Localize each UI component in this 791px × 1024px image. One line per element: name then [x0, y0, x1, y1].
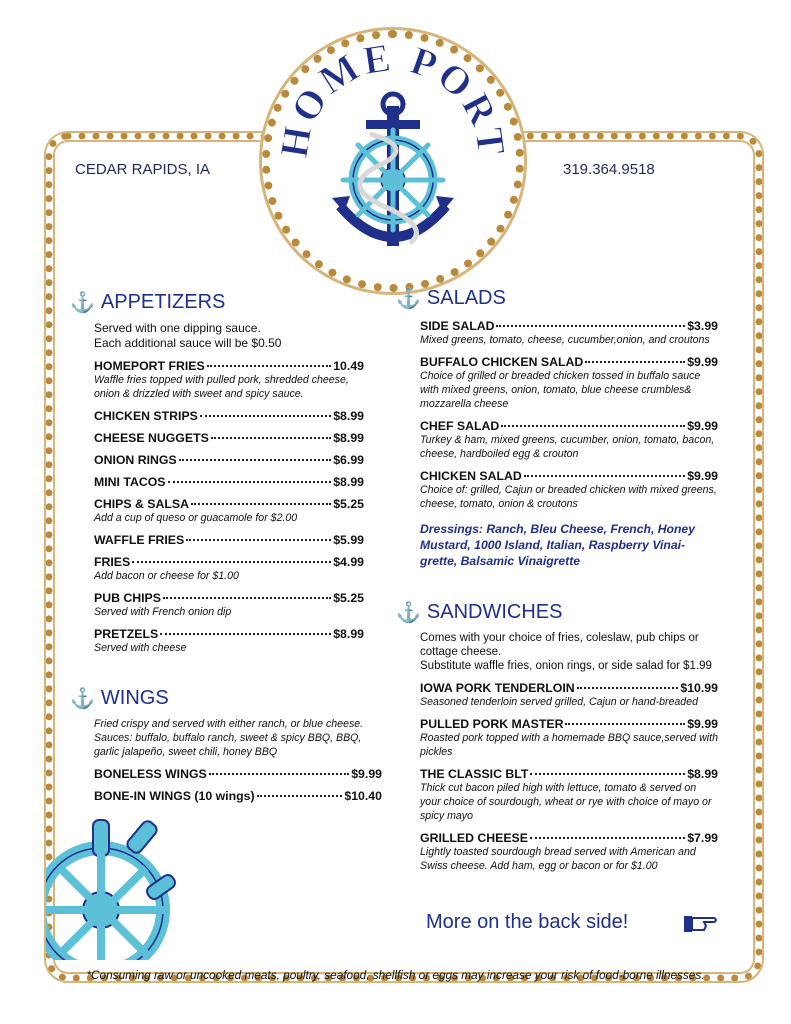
menu-item-price: $9.99 — [687, 717, 718, 731]
menu-item-line — [94, 627, 364, 641]
salads-title: SALADS — [426, 287, 506, 309]
more-on-back-text: More on the back side! — [426, 911, 629, 933]
menu-item-price: $6.99 — [333, 453, 364, 467]
menu-item-description: Add bacon or cheese for $1.00 — [94, 570, 239, 582]
menu-item — [420, 681, 718, 709]
menu-item-price: $3.99 — [687, 319, 718, 333]
menu-item-name: ONION RINGS — [94, 453, 177, 467]
appetizers-title: APPETIZERS — [100, 291, 226, 313]
menu-item-line — [420, 319, 718, 333]
menu-item-description: Mixed greens, tomato, cheese, cucumber,onion, and croutons — [420, 334, 710, 346]
dot-leader — [168, 481, 332, 483]
wings-section — [70, 686, 382, 803]
menu-item-price: 10.49 — [333, 359, 364, 373]
menu-item — [94, 767, 382, 781]
menu-item-name: PUB CHIPS — [94, 591, 161, 605]
menu-item-name: WAFFLE FRIES — [94, 533, 185, 547]
menu-item-price: $9.99 — [687, 355, 718, 369]
sandwiches-note-substitute: Substitute waffle fries, onion rings, or side salad for $1.99 — [420, 660, 712, 672]
menu-item-price: $7.99 — [687, 831, 718, 845]
menu-item-name: PULLED PORK MASTER — [420, 717, 564, 731]
menu-item-price: $5.25 — [333, 591, 364, 605]
menu-item-description: Choice of: grilled, Cajun or breaded chicken with mixed greens, cheese, tomato, onion & croutons — [420, 484, 717, 510]
menu-item-line — [94, 497, 364, 511]
menu-item-name: FRIES — [94, 555, 131, 569]
menu-item-description: Seasoned tenderloin served grilled, Cajun or hand-breaded — [420, 696, 698, 708]
wings-description: Fried crispy and served with either ranch, or blue cheese. Sauces: buffalo, buffalo ranch, sweet & spicy BBQ, BBQ, garlic jalapeño, sweet chili, honey BBQ — [94, 718, 364, 758]
menu-item-description: Add a cup of queso or guacamole for $2.00 — [94, 512, 298, 524]
dot-leader — [211, 437, 331, 439]
dot-leader — [530, 773, 685, 775]
menu-item — [420, 419, 718, 461]
menu-item-description: Waffle fries topped with pulled pork, shredded cheese, onion & drizzled with sweet and spicy sauce. — [94, 374, 349, 400]
dot-leader — [524, 475, 685, 477]
menu-item-line — [420, 681, 718, 695]
wings-heading — [70, 686, 382, 711]
dot-leader — [207, 365, 332, 367]
dot-leader — [565, 723, 685, 725]
menu-item — [94, 431, 364, 445]
dot-leader — [501, 425, 685, 427]
dressings-list: Dressings: Ranch, Bleu Cheese, French, Honey Mustard, 1000 Island, Italian, Raspberry Vinai-grette, Balsamic Vinaigrette — [420, 522, 695, 568]
menu-item-name: CHIPS & SALSA — [94, 497, 189, 511]
menu-item-line — [420, 419, 718, 433]
menu-item-name: CHEF SALAD — [420, 419, 500, 433]
dot-leader — [132, 561, 331, 563]
pointing-hand-icon — [684, 914, 720, 934]
dot-leader — [530, 837, 685, 839]
menu-item-price: $8.99 — [333, 431, 364, 445]
dot-leader — [163, 597, 331, 599]
menu-item-price: $9.99 — [687, 469, 718, 483]
menu-item-description: Thick cut bacon piled high with lettuce, tomato & served on your choice of sourdough, wheat or rye with choice of mayo or spicy mayo — [420, 782, 712, 822]
menu-item-name: CHICKEN SALAD — [420, 469, 522, 483]
menu-item-description: Turkey & ham, mixed greens, cucumber, onion, tomato, bacon, cheese, hardboiled egg & crouton — [420, 434, 715, 460]
menu-item-name: SIDE SALAD — [420, 319, 495, 333]
menu-item-line — [420, 469, 718, 483]
menu-item-name: CHEESE NUGGETS — [94, 431, 209, 445]
menu-item-line — [94, 475, 364, 489]
menu-item-name: MINI TACOS — [94, 475, 166, 489]
appetizers-note-extra: Each additional sauce will be $0.50 — [94, 336, 282, 350]
dot-leader — [496, 325, 685, 327]
menu-item-name: BONELESS WINGS — [94, 767, 207, 781]
menu-item-line — [94, 767, 382, 781]
dot-leader — [257, 795, 343, 797]
menu-item — [420, 469, 718, 511]
home-port-logo — [262, 30, 524, 292]
brand-name: HOME PORT — [270, 38, 515, 161]
menu-item-name: GRILLED CHEESE — [420, 831, 528, 845]
anchor-icon: ⚓ — [70, 688, 95, 710]
salads-section — [396, 286, 718, 569]
appetizers-note: Served with one dipping sauce. — [94, 321, 261, 335]
menu-item-line — [94, 453, 364, 467]
menu-item-price: $9.99 — [351, 767, 382, 781]
menu-item — [94, 475, 364, 489]
menu-item — [420, 767, 718, 823]
sandwiches-section — [396, 600, 718, 873]
menu-item-price: $8.99 — [333, 409, 364, 423]
menu-item-name: BONE-IN WINGS (10 wings) — [94, 789, 255, 803]
dot-leader — [577, 687, 679, 689]
menu-item — [420, 355, 718, 411]
dot-leader — [200, 415, 331, 417]
menu-item-price: $9.99 — [687, 419, 718, 433]
menu-item-description: Roasted pork topped with a homemade BBQ sauce,served with pickles — [420, 732, 718, 758]
menu-item-line — [94, 555, 364, 569]
menu-item-price: $8.99 — [687, 767, 718, 781]
dot-leader — [585, 361, 685, 363]
menu-item-line — [94, 533, 364, 547]
menu-item-line — [420, 767, 718, 781]
menu-item-price: $8.99 — [333, 627, 364, 641]
dot-leader — [209, 773, 349, 775]
menu-item-line — [94, 591, 364, 605]
dot-leader — [191, 503, 331, 505]
anchor-wheel-logo-icon — [270, 38, 516, 284]
menu-item — [420, 831, 718, 873]
sandwiches-heading — [396, 600, 718, 625]
menu-item-line — [420, 355, 718, 369]
phone-number: 319.364.9518 — [563, 161, 655, 178]
dot-leader — [179, 459, 332, 461]
city-label: CEDAR RAPIDS, IA — [75, 161, 211, 178]
menu-item-line — [420, 717, 718, 731]
menu-item — [420, 319, 718, 347]
menu-item-description: Served with French onion dip — [94, 606, 232, 618]
menu-item-name: HOMEPORT FRIES — [94, 359, 205, 373]
sandwiches-title: SANDWICHES — [426, 601, 563, 623]
anchor-icon: ⚓ — [70, 292, 95, 314]
menu-item-name: PRETZELS — [94, 627, 159, 641]
menu-item-name: THE CLASSIC BLT — [420, 767, 529, 781]
menu-item — [94, 409, 364, 423]
ship-wheel-icon — [46, 800, 176, 960]
dot-leader — [160, 633, 331, 635]
appetizers-section — [70, 290, 364, 655]
menu-item — [94, 359, 364, 401]
menu-item — [94, 591, 364, 619]
menu-item-price: $10.99 — [680, 681, 718, 695]
menu-item-line — [94, 431, 364, 445]
menu-item-price: $4.99 — [333, 555, 364, 569]
menu-item — [94, 627, 364, 655]
menu-item-price: $8.99 — [333, 475, 364, 489]
anchor-icon: ⚓ — [396, 288, 421, 310]
salads-heading — [396, 286, 718, 311]
menu-item-description: Served with cheese — [94, 642, 187, 654]
menu-item-price: $10.40 — [344, 789, 382, 803]
menu-item — [94, 533, 364, 547]
menu-item — [94, 453, 364, 467]
menu-item-description: Choice of grilled or breaded chicken tossed in buffalo sauce with mixed greens, onion, tomato, blue cheese crumbles& mozzarella cheese — [420, 370, 701, 410]
menu-item-price: $5.25 — [333, 497, 364, 511]
anchor-icon: ⚓ — [396, 602, 421, 624]
menu-item-name: CHICKEN STRIPS — [94, 409, 198, 423]
dot-leader — [186, 539, 331, 541]
menu-item — [94, 555, 364, 583]
menu-item-price: $5.99 — [333, 533, 364, 547]
food-safety-disclaimer: *Consuming raw or uncooked meats, poultry, seafood, shellfish or eggs may increase your risk of food-borne illnesses. — [86, 968, 705, 982]
menu-item-line — [94, 359, 364, 373]
menu-item — [94, 497, 364, 525]
menu-item-description: Lightly toasted sourdough bread served with American and Swiss cheese. Add ham, egg or bacon or for $1.00 — [420, 846, 696, 872]
menu-item-line — [94, 409, 364, 423]
menu-item-name: BUFFALO CHICKEN SALAD — [420, 355, 584, 369]
sandwiches-note: Comes with your choice of fries, coleslaw, pub chips or cottage cheese. — [420, 632, 699, 658]
menu-item — [420, 717, 718, 759]
menu-item-line — [420, 831, 718, 845]
wings-title: WINGS — [100, 687, 169, 709]
menu-item-name: IOWA PORK TENDERLOIN — [420, 681, 575, 695]
appetizers-heading — [70, 290, 364, 315]
